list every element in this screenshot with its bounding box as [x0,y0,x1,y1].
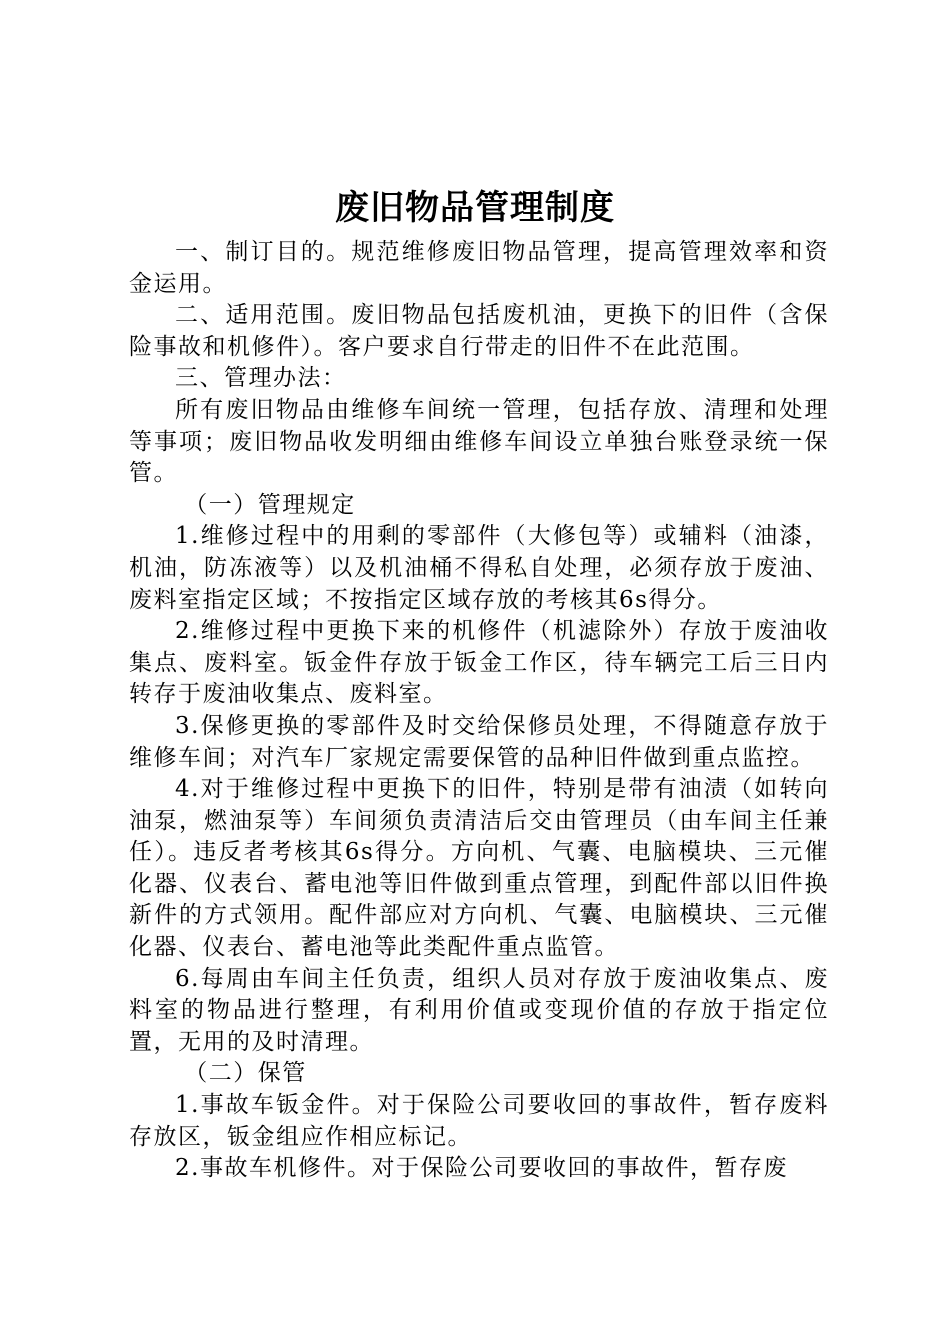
rule-item-1: 1.维修过程中的用剩的零部件（大修包等）或辅料（油漆，机油，防冻液等）以及机油桶不得私自处理，必须存放于废油、废料室指定区域；不按指定区域存放的考核其6s得分。 [129,523,829,613]
section-heading-storage: （二）保管 [184,1060,307,1087]
paragraph-methods-intro: 所有废旧物品由维修车间统一管理，包括存放、清理和处理等事项；废旧物品收发明细由维修车间设立单独台账登录统一保管。 [129,396,829,487]
document-body [129,237,829,1185]
storage-item-1: 1.事故车钣金件。对于保险公司要收回的事故件，暂存废料存放区，钣金组应作相应标记。 [129,1092,829,1150]
document-title: 废旧物品管理制度 [335,188,615,228]
paragraph-purpose: 一、制订目的。规范维修废旧物品管理，提高管理效率和资金运用。 [129,239,829,297]
rule-item-2: 2.维修过程中更换下来的机修件（机滤除外）存放于废油收集点、废料室。钣金件存放于钣金工作区，待车辆完工后三日内转存于废油收集点、废料室。 [129,618,829,708]
section-heading-rules: （一）管理规定 [184,491,356,518]
paragraph-scope: 二、适用范围。废旧物品包括废机油，更换下的旧件（含保险事故和机修件）。客户要求自行带走的旧件不在此范围。 [129,302,829,360]
rule-item-4: 4.对于维修过程中更换下的旧件，特别是带有油渍（如转向油泵，燃油泵等）车间须负责清洁后交由管理员（由车间主任兼任）。违反者考核其6s得分。方向机、气囊、电脑模块、三元催化器、仪表台、蓄电池等旧件做到重点管理，到配件部以旧件换新件的方式领用。配件部应对方向机、气囊、电脑模块、三元催化器、仪表台、蓄电池等此类配件重点监管。 [129,776,829,961]
rule-item-3: 3.保修更换的零部件及时交给保修员处理，不得随意存放于维修车间；对汽车厂家规定需要保管的品种旧件做到重点监控。 [129,712,829,771]
rule-item-6: 6.每周由车间主任负责，组织人员对存放于废油收集点、废料室的物品进行整理，有利用价值或变现价值的存放于指定位置，无用的及时清理。 [129,965,829,1055]
storage-item-2: 2.事故车机修件。对于保险公司要收回的事故件，暂存废 [175,1155,788,1182]
paragraph-methods-heading: 三、管理办法： [175,365,347,392]
